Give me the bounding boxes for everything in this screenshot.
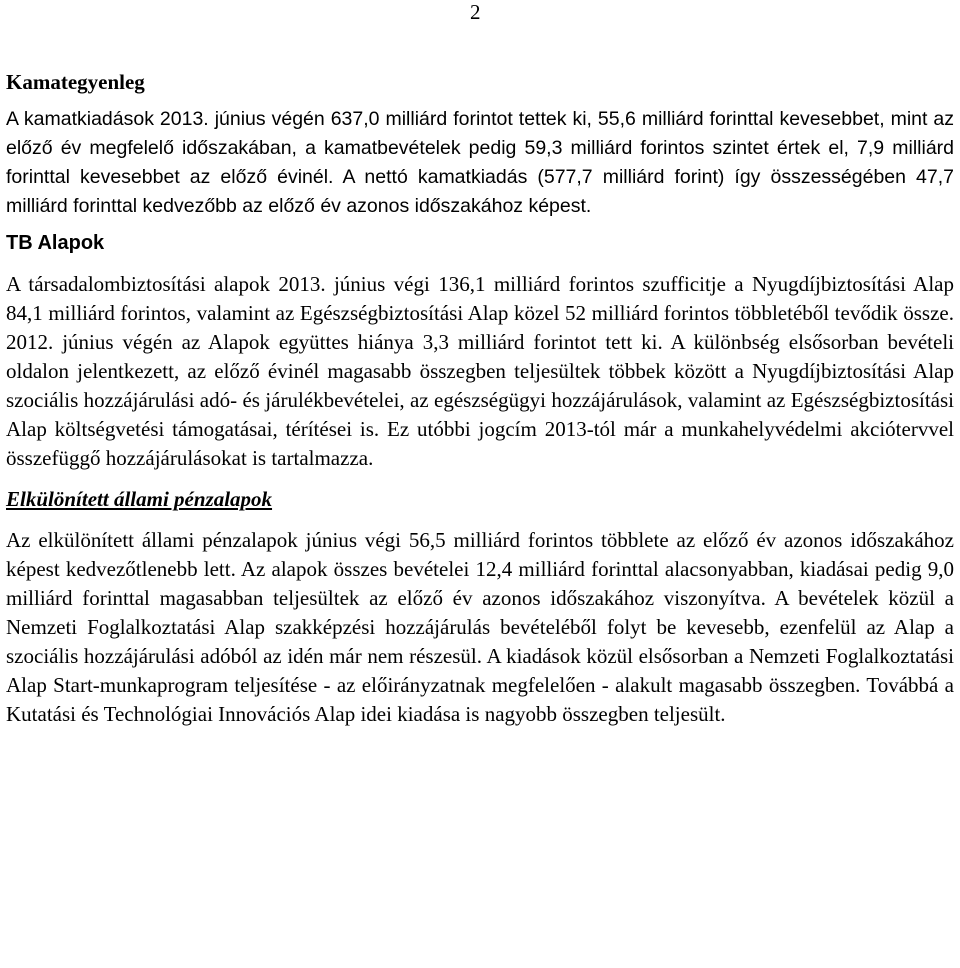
heading-elkulonitett-allami-penzalapok: Elkülönített állami pénzalapok <box>6 487 273 511</box>
paragraph-tb-alapok: A társadalombiztosítási alapok 2013. június végi 136,1 milliárd forintos szufficitje a Nyugdíjbiztosítási Alap 84,1 milliárd forintos, valamint az Egészségbiztosítási Alap közel 52 milliárd forintos többletéből tevődik össze. 2012. június végén az Alapok együttes hiánya 3,3 milliárd forintot tett ki. A különbség elsősorban bevételi oldalon jelentkezett, az előző évinél magasabb összegben teljesültek többek között a Nyugdíjbiztosítási Alap szociális hozzájárulási adó- és járulékbevételei, az egészségügyi hozzájárulások, valamint az Egészségbiztosítási Alap költségvetési támogatásai, térítései is. Ez utóbbi jogcím 2013-tól már a munkahelyvédelmi akciótervvel összefüggő hozzájárulásokat is tartalmazza. <box>6 272 954 470</box>
document-body <box>6 68 954 729</box>
paragraph-elkulonitett-allami-penzalapok: Az elkülönített állami pénzalapok június végi 56,5 milliárd forintos többlete az előző év azonos időszakához képest kedvezőtlenebb lett. Az alapok összes bevételei 12,4 milliárd forinttal alacsonyabban, kiadásai pedig 9,0 milliárd forinttal magasabban teljesültek az előző év azonos időszakához viszonyítva. A bevételek közül a Nemzeti Foglalkoztatási Alap szakképzési hozzájárulás bevételéből folyt be kevesebb, ezenfelül az Alap a szociális hozzájárulási adóból az idén már nem részesül. A kiadások közül elsősorban a Nemzeti Foglalkoztatási Alap Start-munkaprogram teljesítése - az előirányzatnak megfelelően - alakult magasabb összegben. Továbbá a Kutatási és Technológiai Innovációs Alap idei kiadása is nagyobb összegben teljesült. <box>6 528 954 726</box>
heading-tb-alapok: TB Alapok <box>6 232 105 254</box>
paragraph-kamategyenleg: A kamatkiadások 2013. június végén 637,0 milliárd forintot tettek ki, 55,6 milliárd forinttal kevesebbet, mint az előző év megfelelő időszakában, a kamatbevételek pedig 59,3 milliárd forintos szintet értek el, 7,9 milliárd forinttal kevesebbet az előző évinél. A nettó kamatkiadás (577,7 milliárd forint) így összességében 47,7 milliárd forinttal kedvezőbb az előző év azonos időszakához képest. <box>6 108 954 217</box>
page-number: 2 <box>470 0 481 24</box>
heading-kamategyenleg: Kamategyenleg <box>6 70 145 94</box>
